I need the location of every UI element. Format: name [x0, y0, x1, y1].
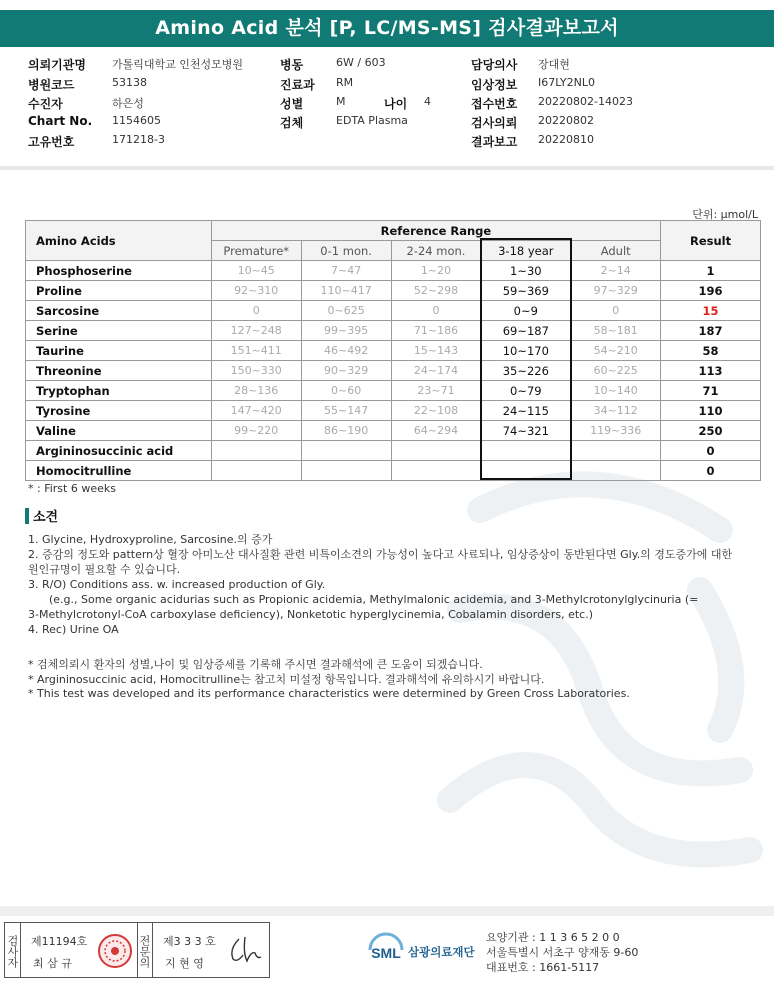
findings-title: 소견	[33, 510, 59, 525]
reviewer-name: 지 현 영	[165, 957, 204, 970]
range-col-header: 2-24 mon.	[391, 241, 481, 261]
signature-icon	[225, 933, 265, 969]
reference-range-cell: 97~329	[571, 281, 661, 301]
chart-label: Chart No.	[28, 114, 93, 128]
reference-range-cell: 0~625	[301, 301, 391, 321]
amino-acid-name: Threonine	[26, 361, 212, 381]
reference-range-cell: 110~417	[301, 281, 391, 301]
footer-bar	[0, 906, 774, 916]
table-row	[26, 361, 761, 381]
lab-phone: 대표번호 : 1661-5117	[486, 961, 600, 974]
reference-range-cell: 34~112	[571, 401, 661, 421]
result-value: 196	[661, 281, 761, 301]
hospital-code-label: 병원코드	[28, 78, 75, 92]
table-row	[26, 401, 761, 421]
lab-info	[486, 930, 638, 975]
reference-range-cell	[571, 461, 661, 481]
lab-address: 서울특별시 서초구 양재동 9-60	[486, 946, 639, 959]
request-label: 검사의뢰	[471, 116, 518, 130]
reference-range-cell: 71~186	[391, 321, 481, 341]
reference-range-cell	[481, 461, 571, 481]
note-line: * This test was developed and its performance characteristics were determined by Green Cross Laboratories.	[28, 687, 630, 700]
reference-range-cell	[391, 461, 481, 481]
institution-value: 가톨릭대학교 인천성모병원	[112, 58, 244, 71]
inspector-label: 검사자	[5, 923, 21, 977]
reference-range-cell: 10~140	[571, 381, 661, 401]
reference-range-cell: 0~79	[481, 381, 571, 401]
reference-range-cell: 55~147	[301, 401, 391, 421]
reference-range-cell: 0	[211, 301, 301, 321]
reference-range-cell: 10~170	[481, 341, 571, 361]
finding-line: (e.g., Some organic acidurias such as Propionic acidemia, Methylmalonic acidemia, and 3-Methylcrotonylglycinuria (=	[28, 593, 699, 606]
range-col-header: Adult	[571, 241, 661, 261]
table-row	[26, 441, 761, 461]
finding-line: 1. Glycine, Hydroxyproline, Sarcosine.의 증가	[28, 533, 273, 546]
result-header: Result	[661, 221, 761, 261]
reference-range-cell: 151~411	[211, 341, 301, 361]
dept-value: RM	[336, 76, 354, 89]
reference-range-cell: 99~395	[301, 321, 391, 341]
receipt-label: 접수번호	[471, 97, 518, 111]
amino-acid-name: Proline	[26, 281, 212, 301]
reference-range-cell: 23~71	[391, 381, 481, 401]
amino-acid-name: Tryptophan	[26, 381, 212, 401]
reference-range-cell: 7~47	[301, 261, 391, 281]
inspector-number: 제11194호	[31, 935, 88, 948]
reference-range-cell: 58~181	[571, 321, 661, 341]
reference-range-cell: 60~225	[571, 361, 661, 381]
notes-list	[28, 658, 758, 702]
reference-range-cell	[391, 441, 481, 461]
doctor-label: 담당의사	[471, 58, 518, 72]
reference-range-cell: 150~330	[211, 361, 301, 381]
care-number: 요양기관 : 1 1 3 6 5 2 0 0	[486, 931, 620, 944]
clinical-label: 임상정보	[471, 78, 518, 92]
table-row	[26, 461, 761, 481]
reference-range-cell: 52~298	[391, 281, 481, 301]
note-line: * Argininosuccinic acid, Homocitrulline는 참고치 미설정 항목입니다. 결과해석에 유의하시기 바랍니다.	[28, 672, 545, 686]
reference-range-cell	[211, 441, 301, 461]
reference-range-cell	[481, 441, 571, 461]
reference-range-cell	[571, 441, 661, 461]
specimen-label: 검체	[280, 116, 304, 130]
reference-range-cell: 119~336	[571, 421, 661, 441]
patient-value: 하은성	[112, 97, 144, 110]
reference-range-cell: 54~210	[571, 341, 661, 361]
table-row	[26, 381, 761, 401]
reference-range-cell: 24~174	[391, 361, 481, 381]
reference-range-cell: 22~108	[391, 401, 481, 421]
reference-range-cell: 1~20	[391, 261, 481, 281]
signature-box	[4, 922, 270, 978]
report-value: 20220810	[538, 133, 594, 146]
results-table	[25, 220, 761, 481]
result-value: 15	[661, 301, 761, 321]
reference-range-cell	[211, 461, 301, 481]
table-row	[26, 261, 761, 281]
amino-acid-name: Phosphoserine	[26, 261, 212, 281]
reference-range-cell: 64~294	[391, 421, 481, 441]
reference-range-cell	[301, 441, 391, 461]
inspector-name: 최 삼 규	[33, 957, 72, 970]
finding-line: 4. Rec) Urine OA	[28, 623, 119, 636]
amino-acid-name: Taurine	[26, 341, 212, 361]
unique-value: 171218-3	[112, 133, 165, 146]
specimen-value: EDTA Plasma	[336, 114, 408, 127]
reference-range-cell: 99~220	[211, 421, 301, 441]
amino-acids-header: Amino Acids	[26, 221, 212, 261]
institution-label: 의뢰기관명	[28, 58, 86, 72]
reference-range-cell: 1~30	[481, 261, 571, 281]
reference-range-cell: 0~60	[301, 381, 391, 401]
section-divider	[0, 166, 774, 170]
finding-line: 원인규명이 필요할 수 있습니다.	[28, 563, 181, 576]
amino-acid-name: Valine	[26, 421, 212, 441]
reference-range-cell: 28~136	[211, 381, 301, 401]
amino-acid-name: Sarcosine	[26, 301, 212, 321]
table-row	[26, 341, 761, 361]
result-value: 187	[661, 321, 761, 341]
reference-range-cell: 10~45	[211, 261, 301, 281]
table-row	[26, 421, 761, 441]
sex-value: M	[336, 95, 346, 108]
reference-range-cell: 92~310	[211, 281, 301, 301]
reference-range-cell: 74~321	[481, 421, 571, 441]
reviewer-number: 제3 3 3 호	[163, 935, 216, 948]
range-col-header: 0-1 mon.	[301, 241, 391, 261]
seal-icon	[97, 933, 133, 969]
reference-range-cell: 2~14	[571, 261, 661, 281]
reference-range-cell: 15~143	[391, 341, 481, 361]
reference-range-cell: 86~190	[301, 421, 391, 441]
reference-range-cell: 46~492	[301, 341, 391, 361]
note-line: * 검체의뢰시 환자의 성별,나이 및 임상증세를 기록해 주시면 결과해석에 큰 도움이 되겠습니다.	[28, 658, 483, 671]
finding-line: 3-Methylcrotonyl-CoA carboxylase deficiency), Nonketotic hyperglycinemia, Cobalamin disorders, etc.)	[28, 608, 593, 621]
table-footnote: * : First 6 weeks	[28, 482, 116, 495]
age-value: 4	[424, 95, 431, 108]
ward-value: 6W / 603	[336, 56, 386, 69]
dept-label: 진료과	[280, 78, 315, 92]
report-title: Amino Acid 분석 [P, LC/MS-MS] 검사결과보고서	[0, 10, 774, 47]
chart-value: 1154605	[112, 114, 161, 127]
table-row	[26, 281, 761, 301]
result-value: 1	[661, 261, 761, 281]
reference-range-cell: 147~420	[211, 401, 301, 421]
result-value: 110	[661, 401, 761, 421]
hospital-code-value: 53138	[112, 76, 147, 89]
range-col-header: 3-18 year	[481, 241, 571, 261]
ward-label: 병동	[280, 58, 304, 72]
amino-acid-name: Homocitrulline	[26, 461, 212, 481]
unit-label: 단위: μmol/L	[692, 208, 758, 221]
heading-bar	[25, 508, 29, 524]
reference-range-header: Reference Range	[211, 221, 660, 241]
reference-range-cell: 0	[571, 301, 661, 321]
range-col-header: Premature*	[211, 241, 301, 261]
reference-range-cell: 69~187	[481, 321, 571, 341]
table-row	[26, 301, 761, 321]
table-row	[26, 321, 761, 341]
receipt-value: 20220802-14023	[538, 95, 633, 108]
sex-label: 성별	[280, 97, 304, 111]
clinical-value: I67LY2NL0	[538, 76, 595, 89]
finding-line: 2. 증감의 정도와 pattern상 혈장 아미노산 대사질환 관련 비특이소견의 가능성이 높다고 사료되나, 임상증상이 동반된다면 Gly.의 경도증가에 대한	[28, 548, 733, 561]
patient-info	[0, 56, 774, 156]
patient-label: 수진자	[28, 97, 63, 111]
amino-acid-name: Tyrosine	[26, 401, 212, 421]
reference-range-cell: 0	[391, 301, 481, 321]
reference-range-cell: 0~9	[481, 301, 571, 321]
result-value: 0	[661, 441, 761, 461]
finding-line: 3. R/O) Conditions ass. w. increased production of Gly.	[28, 578, 326, 591]
reference-range-cell: 24~115	[481, 401, 571, 421]
result-value: 250	[661, 421, 761, 441]
sml-logo-icon	[366, 930, 406, 970]
amino-acid-name: Argininosuccinic acid	[26, 441, 212, 461]
logo-text: SML	[371, 945, 401, 961]
reference-range-cell: 35~226	[481, 361, 571, 381]
result-value: 113	[661, 361, 761, 381]
reviewer-label: 전문의	[137, 923, 153, 977]
reference-range-cell: 90~329	[301, 361, 391, 381]
unique-label: 고유번호	[28, 135, 75, 149]
age-label: 나이	[384, 97, 408, 111]
report-label: 결과보고	[471, 135, 518, 149]
findings-list	[28, 532, 748, 637]
doctor-value: 장대현	[538, 58, 570, 71]
reference-range-cell	[301, 461, 391, 481]
result-value: 58	[661, 341, 761, 361]
lab-name: 삼광의료재단	[408, 945, 475, 959]
result-value: 71	[661, 381, 761, 401]
result-value: 0	[661, 461, 761, 481]
reference-range-cell: 59~369	[481, 281, 571, 301]
reference-range-cell: 127~248	[211, 321, 301, 341]
request-value: 20220802	[538, 114, 594, 127]
amino-acid-name: Serine	[26, 321, 212, 341]
